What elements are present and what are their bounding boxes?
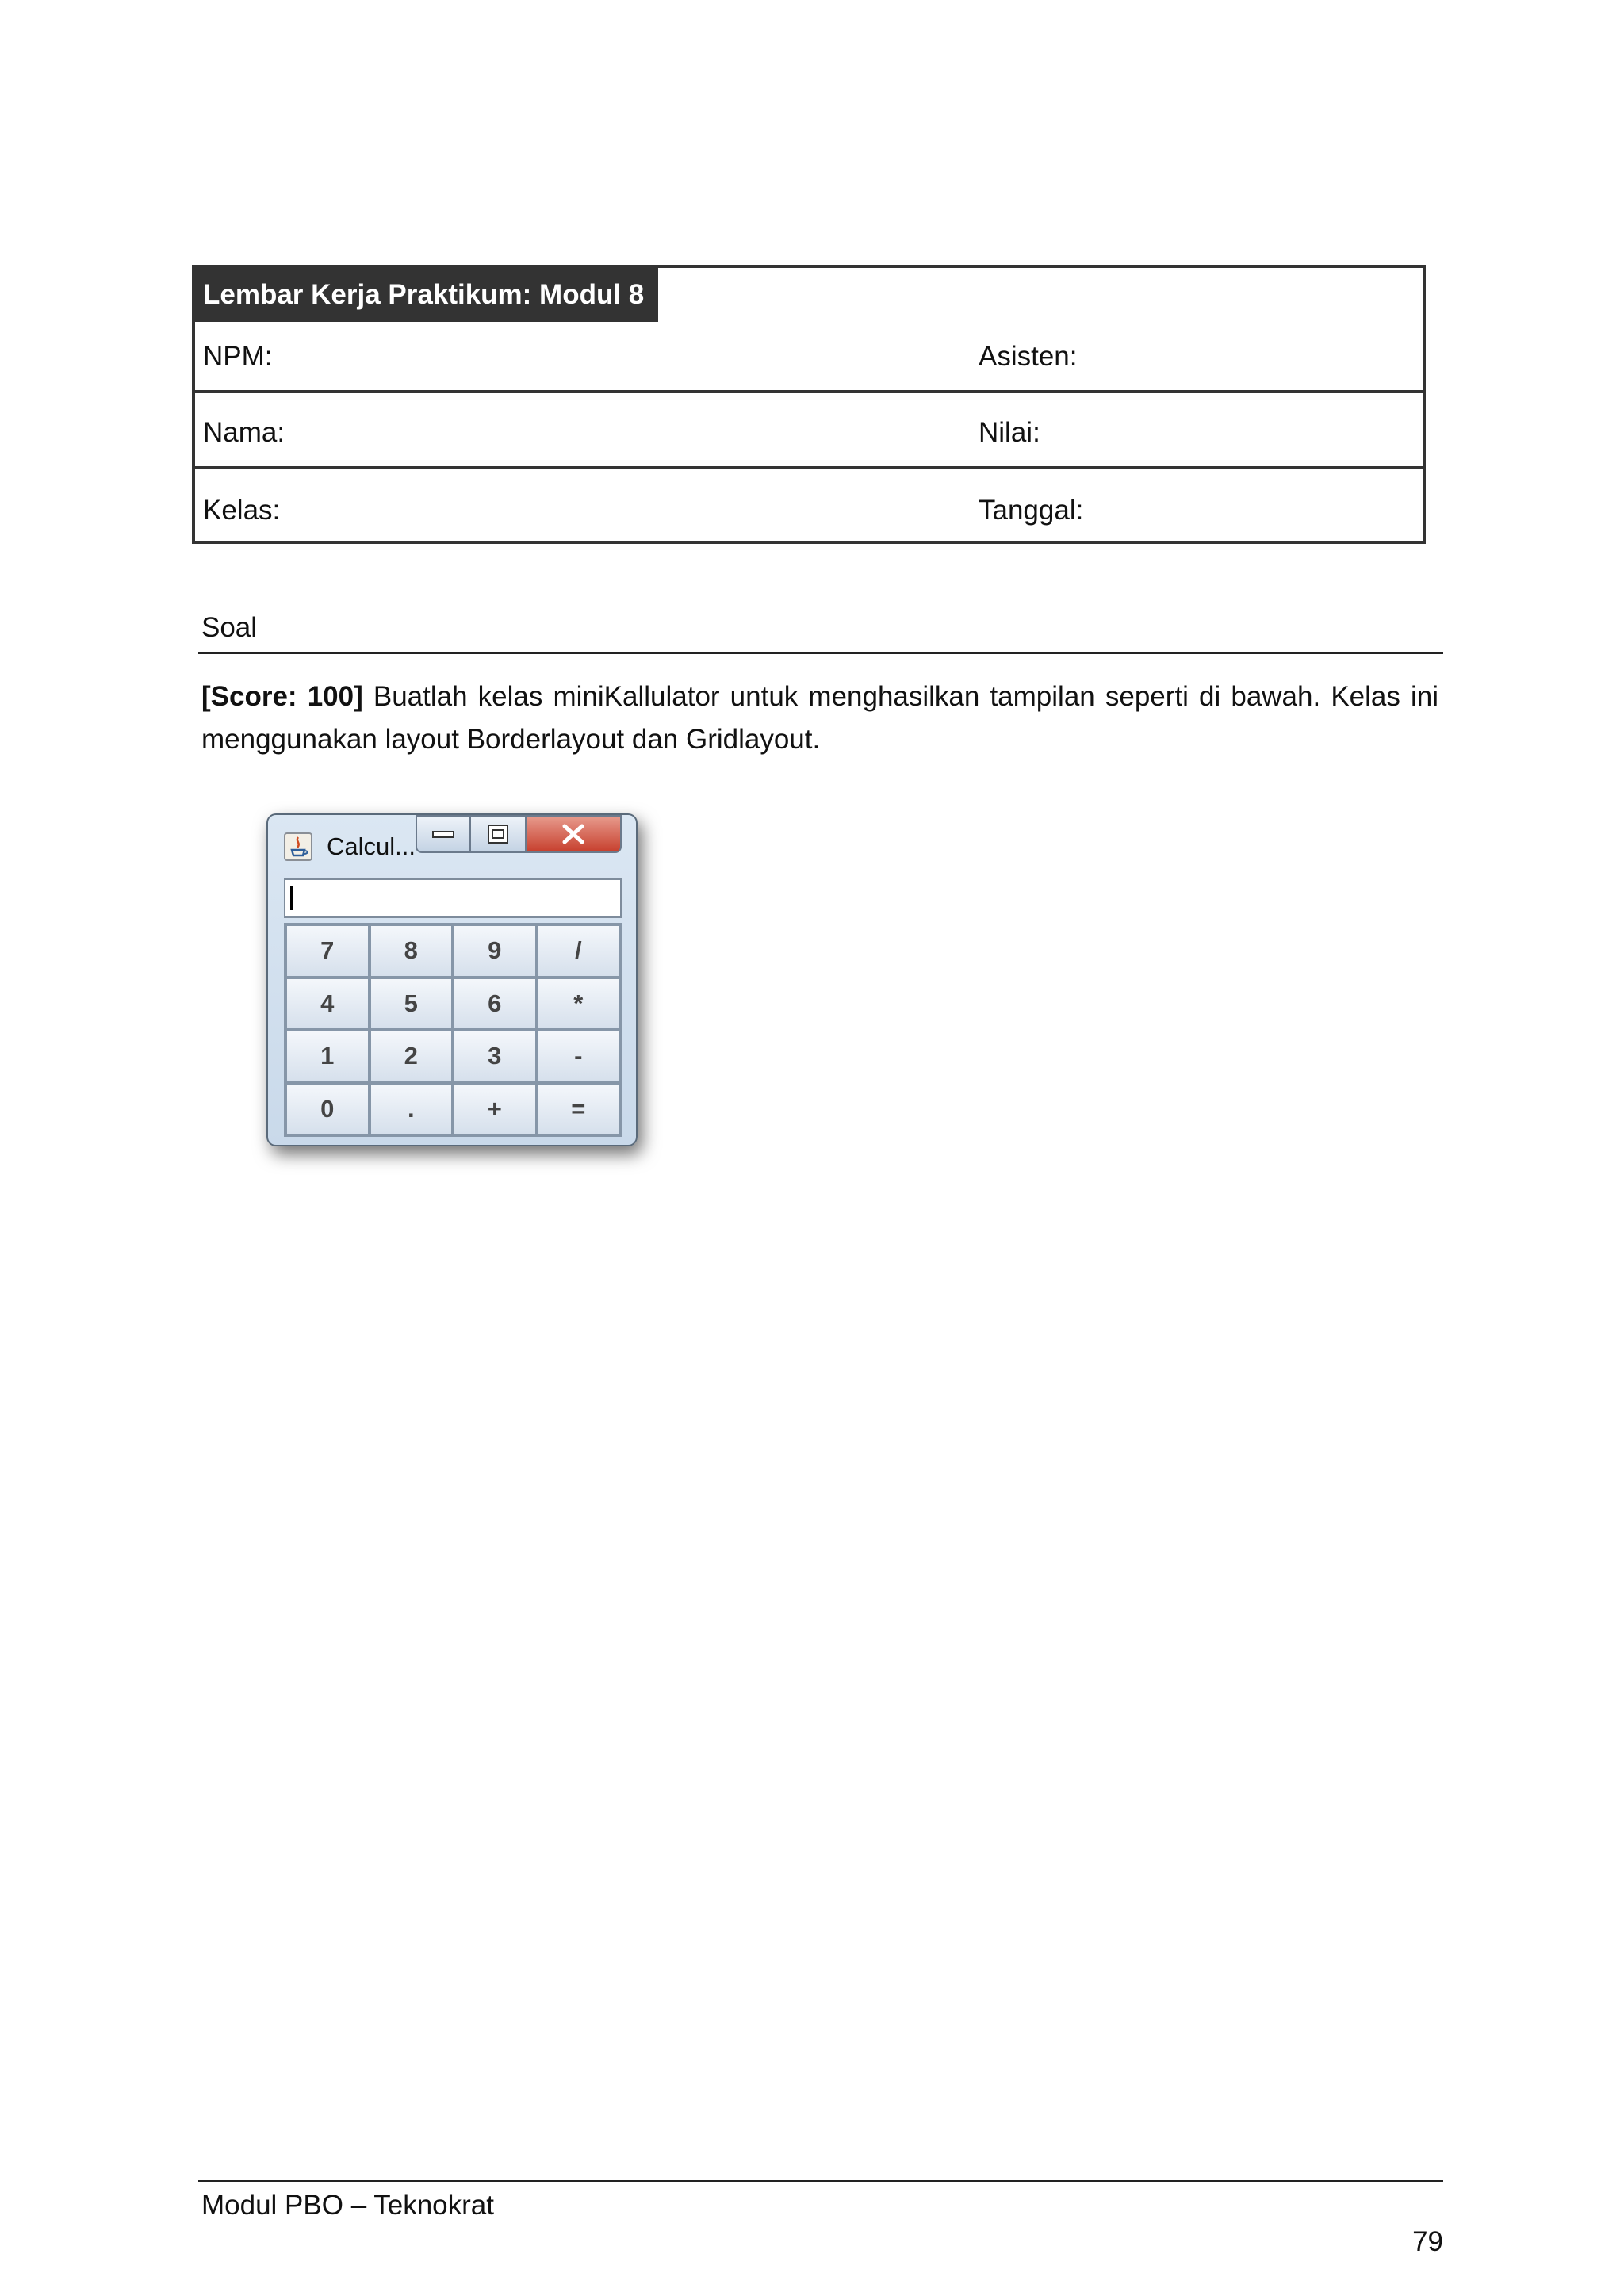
kelas-label: Kelas: bbox=[203, 495, 281, 526]
close-button[interactable] bbox=[527, 815, 622, 853]
text-caret bbox=[290, 886, 293, 910]
question-body: Buatlah kelas miniKallulator untuk menghasilkan tampilan seperti di bawah. Kelas ini menggunakan layout Borderlayout dan Gridlayout. bbox=[201, 681, 1438, 755]
window-titlebar[interactable] bbox=[268, 815, 636, 871]
key-1-button[interactable]: 1 bbox=[285, 1030, 370, 1083]
key-add-button[interactable]: + bbox=[453, 1083, 537, 1136]
calculator-keypad bbox=[284, 923, 622, 1137]
calculator-window bbox=[266, 813, 638, 1146]
key-0-button[interactable]: 0 bbox=[285, 1083, 370, 1136]
worksheet-header: Lembar Kerja Praktikum: Modul 8 bbox=[195, 268, 658, 322]
question-score: [Score: 100] bbox=[201, 681, 363, 712]
footer-text: Modul PBO – Teknokrat bbox=[201, 2190, 494, 2221]
row-divider bbox=[195, 390, 1423, 393]
key-subtract-button[interactable]: - bbox=[537, 1030, 621, 1083]
java-icon bbox=[284, 832, 312, 861]
maximize-button[interactable] bbox=[471, 815, 527, 853]
key-decimal-button[interactable]: . bbox=[370, 1083, 454, 1136]
npm-label: NPM: bbox=[203, 341, 273, 372]
minimize-button[interactable] bbox=[416, 815, 471, 853]
key-2-button[interactable]: 2 bbox=[370, 1030, 454, 1083]
nama-label: Nama: bbox=[203, 417, 285, 448]
row-divider bbox=[195, 466, 1423, 469]
key-8-button[interactable]: 8 bbox=[370, 924, 454, 978]
calculator-display-input[interactable] bbox=[284, 878, 622, 918]
key-divide-button[interactable]: / bbox=[537, 924, 621, 978]
worksheet-table bbox=[192, 265, 1426, 544]
question-text bbox=[201, 675, 1438, 761]
key-multiply-button[interactable]: * bbox=[537, 978, 621, 1031]
tanggal-label: Tanggal: bbox=[979, 495, 1084, 526]
key-5-button[interactable]: 5 bbox=[370, 978, 454, 1031]
key-equals-button[interactable]: = bbox=[537, 1083, 621, 1136]
window-controls bbox=[416, 815, 622, 853]
window-title: Calcul... bbox=[327, 832, 416, 860]
minimize-icon bbox=[431, 828, 455, 840]
key-7-button[interactable]: 7 bbox=[285, 924, 370, 978]
nilai-label: Nilai: bbox=[979, 417, 1040, 448]
key-9-button[interactable]: 9 bbox=[453, 924, 537, 978]
question-title: Soal bbox=[201, 612, 258, 643]
footer-divider bbox=[198, 2180, 1443, 2182]
maximize-icon bbox=[487, 824, 509, 844]
question-divider bbox=[198, 652, 1443, 654]
key-6-button[interactable]: 6 bbox=[453, 978, 537, 1031]
close-icon bbox=[561, 824, 586, 844]
page-number: 79 bbox=[1412, 2226, 1443, 2257]
asisten-label: Asisten: bbox=[979, 341, 1078, 372]
key-4-button[interactable]: 4 bbox=[285, 978, 370, 1031]
key-3-button[interactable]: 3 bbox=[453, 1030, 537, 1083]
